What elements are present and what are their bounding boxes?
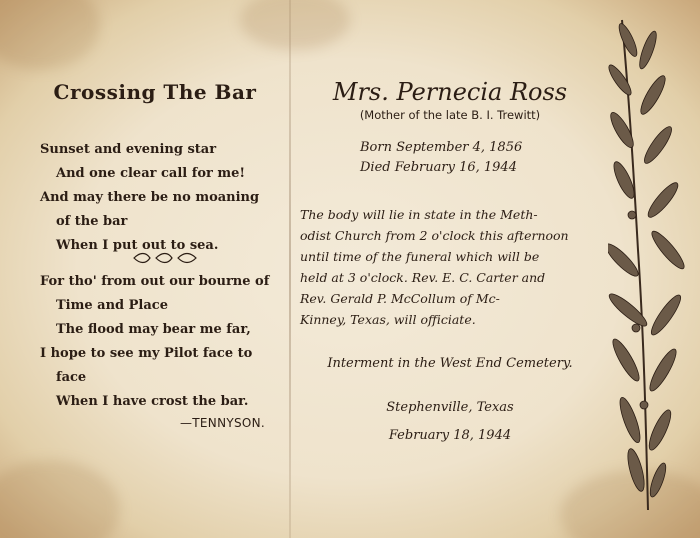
service-details (300, 204, 610, 330)
poem-line: For tho' from out our bourne of (40, 274, 270, 289)
poem-line: And one clear call for me! (56, 166, 246, 181)
deceased-name: Mrs. Pernecia Ross (332, 78, 568, 106)
poem-line: Time and Place (56, 298, 168, 313)
poem-line: When I have crost the bar. (56, 394, 249, 409)
notice-place: Stephenville, Texas (386, 400, 514, 415)
birth-date: Born September 4, 1856 (360, 140, 523, 155)
service-line: held at 3 o'clock. Rev. E. C. Carter and (300, 270, 546, 285)
ornament-divider-icon (130, 252, 200, 264)
poem-line: The flood may bear me far, (56, 322, 251, 337)
poem-line: And may there be no moaning (40, 190, 260, 205)
poem-title: Crossing The Bar (53, 80, 257, 104)
poem-line: I hope to see my Pilot face to (40, 346, 253, 361)
poem-line: Sunset and evening star (40, 142, 217, 157)
death-date: Died February 16, 1944 (360, 160, 517, 175)
poem-line: When I put out to sea. (56, 238, 219, 253)
stain (0, 460, 120, 538)
interment-note: Interment in the West End Cemetery. (327, 356, 573, 371)
laurel-branch-icon (608, 10, 688, 510)
fold-line (289, 0, 291, 538)
stain (240, 0, 350, 50)
service-line: odist Church from 2 o'clock this afternoon (300, 228, 569, 243)
relation-subtitle: (Mother of the late B. I. Trewitt) (359, 108, 541, 122)
service-line: Rev. Gerald P. McCollum of Mc- (300, 291, 500, 306)
poem-stanza-1 (40, 138, 285, 258)
service-line: until time of the funeral which will be (300, 249, 540, 264)
life-dates (360, 138, 522, 178)
poem-line: of the bar (56, 214, 128, 229)
poem-stanza-2 (40, 270, 285, 414)
service-line: The body will lie in state in the Meth- (300, 207, 538, 222)
poem-line: face (56, 370, 87, 385)
notice-date: February 18, 1944 (388, 428, 512, 443)
stain (0, 0, 100, 70)
service-line: Kinney, Texas, will officiate. (300, 312, 476, 327)
poem-author: —TENNYSON. (180, 416, 266, 430)
